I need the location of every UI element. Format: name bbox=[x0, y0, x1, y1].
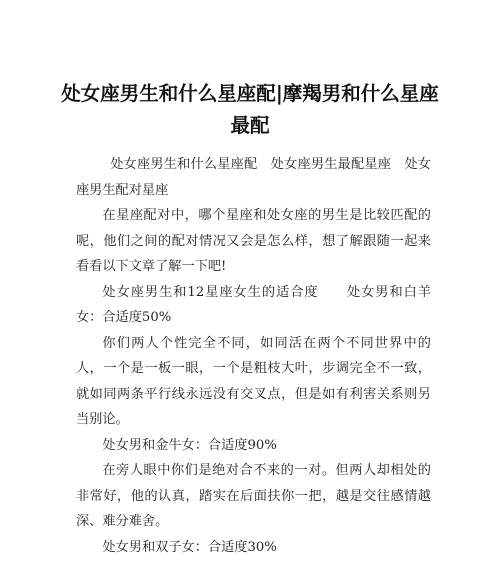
article-paragraph: 处女男和金牛女：合适度90% bbox=[102, 437, 277, 453]
article-paragraph: 处女座男生和什么星座配 处女座男生最配星座 处女座男生配对星座 bbox=[76, 157, 431, 198]
article-paragraph: 你们两人个性完全不同，如同活在两个不同世界中的人，一个是一板一眼，一个是粗枝大叶，步调完全不一致，就如同两条平行线永远没有交叉点，但是如有利害关系则另当别论。 bbox=[76, 335, 431, 427]
article-paragraph: 在旁人眼中你们是绝对合不来的一对。但两人却相处的非常好，他的认真，踏实在后面扶你一把，越是交往感情越深、难分难舍。 bbox=[76, 463, 431, 529]
article-body bbox=[76, 152, 431, 560]
article-paragraph: 在星座配对中，哪个星座和处女座的男生是比较匹配的呢，他们之间的配对情况又会是怎么样，想了解跟随一起来看看以下文章了解一下吧! bbox=[76, 208, 431, 274]
article-paragraph: 处女男和双子女：合适度30% bbox=[102, 539, 277, 555]
article-title: 处女座男生和什么星座配|摩羯男和什么星座最配 bbox=[61, 82, 439, 137]
article-paragraph: 处女座男生和12星座女生的适合度 处女男和白羊女：合适度50% bbox=[76, 284, 431, 325]
